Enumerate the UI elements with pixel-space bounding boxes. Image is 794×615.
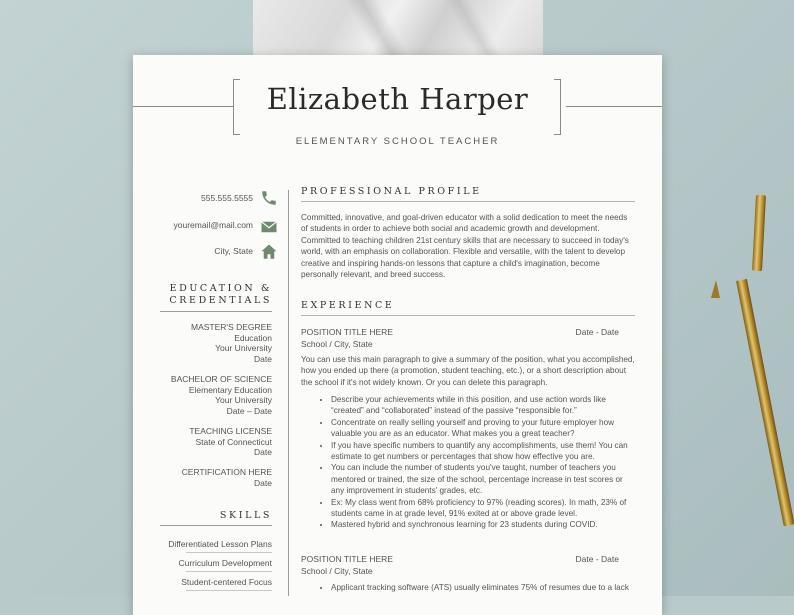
- bullet-line: any improvement in students' grades, etc.: [331, 486, 483, 496]
- bullet-item: [331, 497, 649, 520]
- education-entry: [160, 374, 272, 416]
- profile-line: personally relevant, and breed success.: [301, 270, 446, 280]
- job-title: ELEMENTARY SCHOOL TEACHER: [295, 136, 500, 147]
- skill-divider: [186, 571, 272, 572]
- phone-icon: [260, 189, 278, 207]
- bullet-item: [331, 440, 649, 463]
- position-date: Date - Date: [575, 554, 619, 564]
- summary-line: how you ended up there (a promotion, student teaching, etc.), or a short description about: [301, 366, 626, 376]
- bullet-line: • Mastered hybrid and synchronous learning for 23 students during COVID.: [331, 520, 598, 530]
- degree-name: BACHELOR OF SCIENCE: [170, 374, 272, 384]
- profile-line: of students in order to achieve both social and academic growth and development.: [301, 224, 600, 234]
- education-rule: [160, 311, 272, 312]
- education-entry: [160, 322, 272, 364]
- skill-divider: [186, 590, 272, 591]
- bullet-line: • If you have specific numbers to quantify any accomplishments, use them! You can: [331, 440, 628, 450]
- skills-rule: [160, 525, 272, 526]
- profile-paragraph: [301, 212, 635, 280]
- education-heading-line2: CREDENTIALS: [169, 295, 272, 306]
- bullet-line: students came in at grade level, 91% exited at or above grade level.: [331, 509, 578, 519]
- profile-line: creative and inspiring hands-on lessons that capture a child's imagination, become: [301, 258, 600, 268]
- bullet-line: • Ex: My class went from 68% proficiency to 97% (reading scores). In math, 23% of: [331, 497, 627, 507]
- summary-line: You can use this main paragraph to give a summary of the position, what you accomplished,: [301, 355, 635, 364]
- position-date: Date - Date: [575, 327, 619, 337]
- profile-line: world, with an emphasis on collaboration. Flexible and versatile, with the talent to develop: [301, 247, 626, 257]
- certification-name: CERTIFICATION HERE: [181, 467, 272, 477]
- license-date: Date: [254, 447, 272, 457]
- column-divider: [288, 190, 289, 596]
- skill-item: Curriculum Development: [178, 558, 272, 568]
- degree-name: MASTER'S DEGREE: [191, 322, 272, 332]
- skill-divider: [186, 552, 272, 553]
- bullet-item: [331, 462, 649, 496]
- bullet-line: • Applicant tracking software (ATS) usually eliminates 75% of resumes due to a lack: [331, 583, 629, 592]
- degree-field: Education: [234, 332, 272, 343]
- certification-date: Date: [254, 477, 272, 488]
- position-place: School / City, State: [301, 339, 373, 349]
- bullet-line: • You can include the number of students you've taught, number of teachers you: [331, 463, 616, 473]
- bullet-line: valuable you are as an educator. What makes you a great teacher?: [331, 429, 575, 439]
- skill-item: Student-centered Focus: [181, 577, 272, 587]
- home-icon: [260, 243, 278, 261]
- bullet-item: [331, 519, 649, 530]
- bullet-item: [331, 417, 649, 440]
- license-state: State of Connecticut: [195, 436, 272, 447]
- bullet-line: mentored or trained, the size of the school, percentage increase in test scores or: [331, 474, 623, 484]
- bullet-line: estimate to get numbers or percentages that show how effective you are.: [331, 452, 595, 462]
- education-heading: [160, 283, 272, 307]
- candidate-name: Elizabeth Harper: [266, 82, 529, 116]
- skill-item: Differentiated Lesson Plans: [168, 539, 272, 549]
- profile-heading: PROFESSIONAL PROFILE: [301, 186, 482, 197]
- position-title: POSITION TITLE HERE: [301, 554, 393, 564]
- degree-date: Date – Date: [226, 405, 272, 416]
- experience-rule: [301, 315, 635, 316]
- degree-school: Your University: [215, 395, 272, 405]
- bullet-line: “created” and “collaborated” instead of the passive “responsible for.”: [331, 406, 577, 416]
- license-name: TEACHING LICENSE: [189, 426, 272, 436]
- contact-location: City, State: [214, 246, 253, 256]
- summary-line: the school if it's not widely known. Or you can delete this paragraph.: [301, 377, 548, 387]
- contact-phone: 555.555.5555: [201, 193, 253, 203]
- position-place: School / City, State: [301, 566, 373, 576]
- profile-line: Committed to teaching children 21st century skills that are necessary to succeed in today's: [301, 235, 629, 245]
- bullet-item: [331, 582, 649, 593]
- degree-school: Your University: [215, 343, 272, 353]
- skills-heading: SKILLS: [219, 510, 272, 521]
- position-summary: [301, 354, 635, 388]
- position-bullets: [317, 394, 649, 531]
- pen-tip: [708, 280, 724, 300]
- experience-heading: EXPERIENCE: [301, 300, 395, 311]
- degree-field: Elementary Education: [188, 384, 272, 395]
- education-entry: [160, 426, 272, 458]
- profile-line: Committed, innovative, and goal-driven educator with a solid dedication to meet the needs: [301, 213, 628, 222]
- profile-rule: [301, 201, 635, 202]
- education-entry: [160, 467, 272, 488]
- envelope-icon: [260, 218, 278, 236]
- degree-date: Date: [254, 353, 272, 364]
- education-heading-line1: EDUCATION &: [169, 283, 272, 294]
- bullet-line: • Describe your achievements while in this position, and use action words like: [331, 395, 606, 404]
- position-bullets: [317, 582, 649, 593]
- position-title: POSITION TITLE HERE: [301, 327, 393, 337]
- contact-email: youremail@mail.com: [173, 220, 253, 230]
- bullet-line: • Concentrate on really selling yourself and proving to your future employer how: [331, 417, 615, 427]
- bullet-item: [331, 394, 649, 417]
